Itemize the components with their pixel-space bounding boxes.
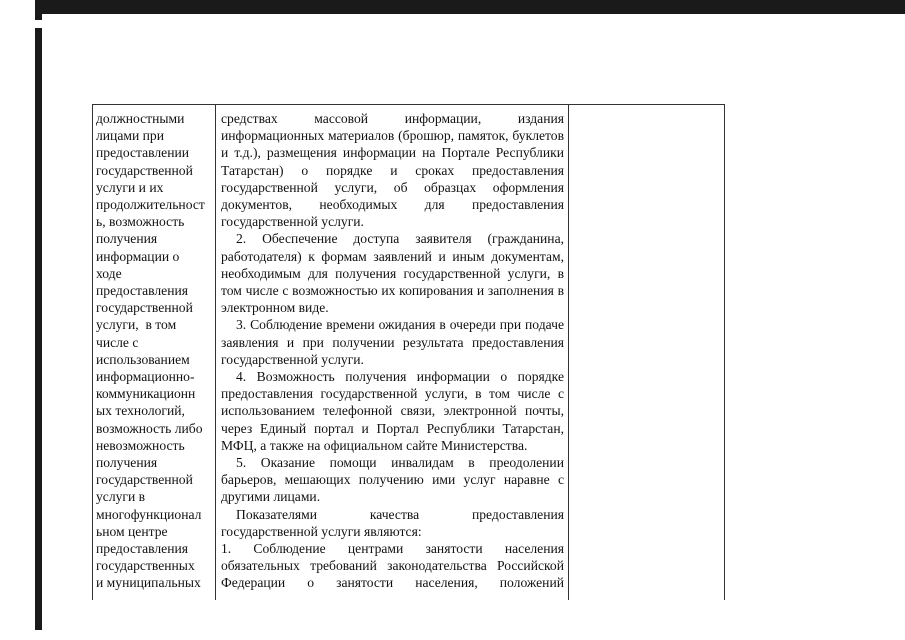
criteria-line: использованием bbox=[96, 351, 190, 367]
notes-column bbox=[569, 105, 724, 600]
criteria-line: коммуникационн bbox=[96, 386, 196, 402]
quality-indicators-paragraph: Показателями качества предоставления государственной услуги являются: bbox=[221, 506, 564, 539]
criteria-line: государственных bbox=[96, 558, 195, 574]
criteria-line: информационно- bbox=[96, 369, 195, 385]
criteria-line: государственной bbox=[96, 472, 193, 488]
item-3-paragraph: 3. Соблюдение времени ожидания в очереди при подаче заявления и при получении результата предоставления государственной услуги. bbox=[221, 317, 564, 367]
criteria-line: ходе bbox=[96, 265, 122, 281]
criteria-line: ых технологий, bbox=[96, 403, 185, 419]
criteria-line: многофункционал bbox=[96, 506, 202, 522]
continued-paragraph: средствах массовой информации, издания информационных материалов (брошюр, памяток, буклетов и т.д.), размещения информации на Портале Республики Татарстан) о порядке и сроках предоставления государственной услуги, об образцах оформления документов, необходимых для предоставления государственной услуги. bbox=[221, 111, 564, 230]
criteria-line: услуги, в том bbox=[96, 317, 177, 333]
criteria-line: невозможность bbox=[96, 437, 185, 453]
criteria-line: возможность либо bbox=[96, 420, 203, 436]
criteria-line: и муниципальных bbox=[96, 575, 201, 591]
scan-top-edge bbox=[42, 0, 905, 14]
criteria-line: должностными bbox=[96, 111, 185, 126]
document-table bbox=[92, 104, 725, 600]
criteria-line: получения bbox=[96, 231, 158, 247]
quality-item-1-paragraph: 1. Соблюдение центрами занятости населения обязательных требований законодательства Российской Федерации о занятости населения, положений bbox=[221, 541, 564, 591]
scan-left-edge-gap bbox=[35, 20, 42, 28]
criteria-line: ьном центре bbox=[96, 523, 168, 539]
criteria-line: услуги и их bbox=[96, 179, 164, 195]
description-column bbox=[216, 105, 569, 600]
criteria-line: лицами при bbox=[96, 128, 164, 144]
criteria-line: информации о bbox=[96, 248, 180, 264]
criteria-line: продолжительност bbox=[96, 197, 205, 213]
item-2-paragraph: 2. Обеспечение доступа заявителя (гражданина, работодателя) к формам заявлений и иным документам, необходимым для получения государственной услуги, в том числе с возможностью их копирования и заполнения в электронном виде. bbox=[221, 231, 564, 316]
criteria-line: государственной bbox=[96, 162, 193, 178]
criteria-line: числе с bbox=[96, 334, 139, 350]
criteria-line: государственной bbox=[96, 300, 193, 316]
criteria-column bbox=[93, 105, 216, 600]
scan-left-edge bbox=[35, 0, 42, 630]
item-4-paragraph: 4. Возможность получения информации о порядке предоставления государственной услуги, в том числе с использованием телефонной связи, электронной почты, через Единый портал и Портал Республики Татарстан, МФЦ, а также на официальном сайте Министерства. bbox=[221, 369, 564, 453]
criteria-line: услуги в bbox=[96, 489, 146, 505]
criteria-line: предоставления bbox=[96, 541, 189, 557]
criteria-line: предоставления bbox=[96, 283, 189, 299]
criteria-line: ь, возможность bbox=[96, 214, 185, 230]
criteria-line: предоставлении bbox=[96, 145, 190, 161]
item-5-paragraph: 5. Оказание помощи инвалидам в преодолении барьеров, мешающих получению ими услуг наравне с другими лицами. bbox=[221, 455, 564, 505]
criteria-line: получения bbox=[96, 455, 158, 471]
